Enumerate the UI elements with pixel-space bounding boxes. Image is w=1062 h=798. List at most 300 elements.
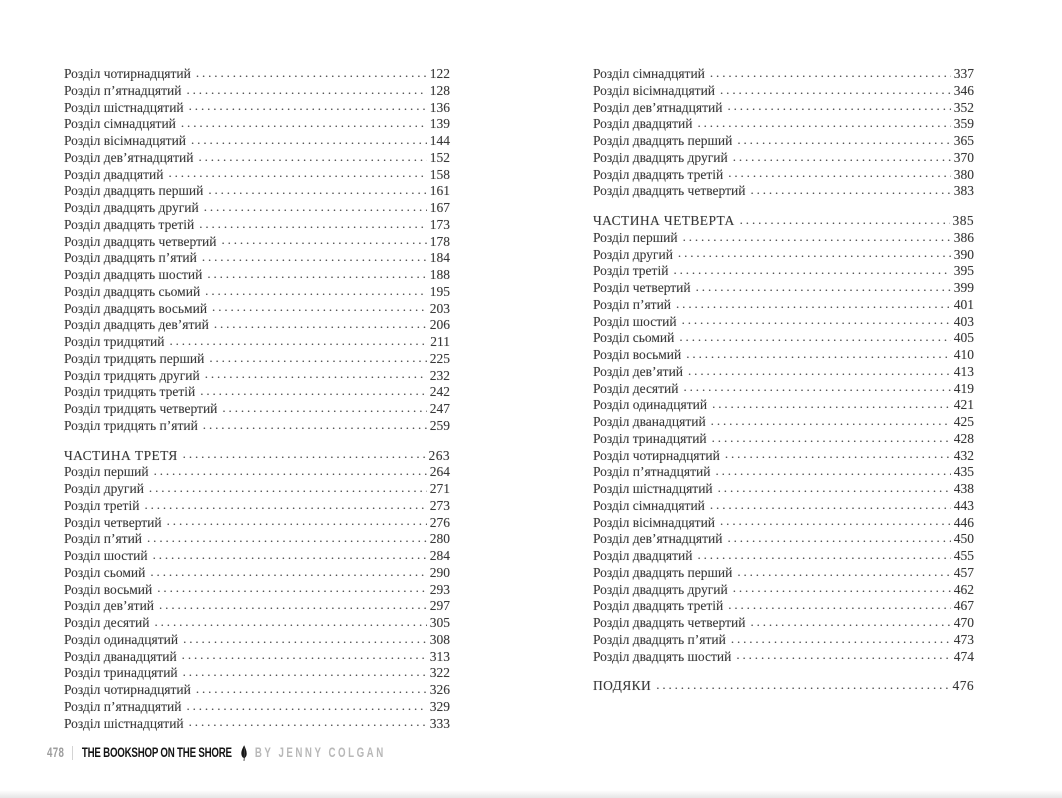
toc-entry-label: Розділ сьомий <box>593 330 675 346</box>
toc-entry-label: Розділ десятий <box>64 615 150 630</box>
toc-entry-page: 264 <box>429 464 450 480</box>
toc-entry-page: 329 <box>429 698 450 714</box>
toc-entry-label: Розділ дев’ятий <box>593 363 684 379</box>
toc-entry-page: 386 <box>953 229 974 245</box>
toc-entry-row <box>64 481 450 498</box>
toc-entry-row <box>64 150 450 167</box>
toc-entry-row <box>593 247 974 264</box>
toc-entry-page: 473 <box>953 631 974 647</box>
toc-entry-label: Розділ двадцять п’ятий <box>593 631 726 647</box>
toc-entry-label: Розділ двадцять другий <box>593 149 728 165</box>
dot-leader <box>221 234 426 251</box>
toc-entry-row <box>593 133 974 150</box>
toc-entry-label: Розділ перший <box>64 464 149 480</box>
toc-column-right <box>593 66 974 695</box>
toc-entry-row <box>64 284 450 301</box>
dot-leader <box>737 133 950 150</box>
dot-leader <box>673 263 950 280</box>
toc-entry-label: Розділ двадцять четвертий <box>593 615 746 630</box>
dot-leader <box>191 133 427 150</box>
toc-entry-row <box>64 200 450 217</box>
toc-entry-page: 383 <box>953 183 974 199</box>
toc-entry-label: Розділ тридцять другий <box>64 367 200 383</box>
dot-leader <box>204 200 427 217</box>
toc-entry-label: Розділ п’ятий <box>64 531 143 547</box>
toc-entry-label: Розділ четвертий <box>593 280 691 295</box>
dot-leader <box>202 250 427 267</box>
dot-leader <box>682 314 951 331</box>
toc-entry-row <box>64 267 450 284</box>
dot-leader <box>205 368 427 385</box>
dot-leader <box>199 217 427 234</box>
dot-leader <box>153 548 427 565</box>
toc-entry-row <box>64 384 450 401</box>
dot-leader <box>688 364 951 381</box>
toc-entry-row <box>593 347 974 364</box>
dot-leader <box>676 297 951 314</box>
page-footer <box>47 744 386 761</box>
dot-leader <box>728 598 951 615</box>
page-number: 478 <box>47 745 65 760</box>
toc-entry-page: 365 <box>953 133 974 148</box>
toc-entry-row <box>593 381 974 398</box>
toc-entry-label: Розділ двадцять шостий <box>64 267 203 282</box>
toc-entry-page: 435 <box>953 464 974 480</box>
dot-leader <box>733 582 951 599</box>
dot-leader <box>712 397 951 414</box>
toc-entry-page: 476 <box>952 678 974 694</box>
toc-entry-row <box>64 183 450 200</box>
toc-entry-row <box>593 116 974 133</box>
toc-entry-label: Розділ двадцять другий <box>593 581 728 597</box>
toc-entry-page: 467 <box>953 598 974 614</box>
dot-leader <box>196 66 427 83</box>
toc-entry-page: 259 <box>429 417 450 433</box>
dot-leader <box>181 116 427 133</box>
toc-entry-label: Розділ дев’ятнадцятий <box>593 99 723 115</box>
toc-entry-label: Розділ шістнадцятий <box>593 481 713 496</box>
toc-entry-label: Розділ шостий <box>64 548 148 563</box>
dot-leader <box>727 100 950 117</box>
toc-entry-page: 139 <box>429 116 450 132</box>
dot-leader <box>150 565 426 582</box>
toc-entry-page: 284 <box>429 548 450 563</box>
toc-entry-label: Розділ третій <box>593 263 669 279</box>
toc-entry-page: 337 <box>953 66 974 81</box>
dot-leader <box>697 548 950 565</box>
toc-entry-label: Розділ тринадцятий <box>593 430 707 446</box>
toc-entry-row <box>593 548 974 565</box>
toc-entry-row <box>593 431 974 448</box>
toc-entry-page: 188 <box>429 267 450 282</box>
toc-entry-row <box>64 133 450 150</box>
dot-leader <box>683 230 951 247</box>
dot-leader <box>149 481 427 498</box>
toc-entry-row <box>64 368 450 385</box>
toc-entry-label: Розділ дванадцятий <box>593 414 706 429</box>
toc-entry-row <box>64 565 450 582</box>
toc-entry-label: Розділ двадцять третій <box>64 216 195 232</box>
toc-entry-row <box>64 548 450 565</box>
toc-entry-label: Розділ сімнадцятий <box>593 66 705 81</box>
toc-entry-label: Розділ двадцять дев’ятий <box>64 317 209 333</box>
toc-entry-label: Розділ двадцять перший <box>593 133 733 148</box>
toc-entry-row <box>64 100 450 117</box>
toc-entry-label: Розділ дванадцятий <box>64 648 177 664</box>
toc-entry-page: 122 <box>429 66 450 81</box>
toc-entry-label: ПОДЯКИ <box>593 678 652 694</box>
dot-leader <box>208 183 426 200</box>
toc-entry-row <box>64 234 450 251</box>
toc-entry-page: 421 <box>953 397 974 413</box>
toc-entry-page: 263 <box>428 447 450 463</box>
toc-entry-label: Розділ двадцять восьмий <box>64 300 208 316</box>
dot-leader <box>720 83 951 100</box>
dot-leader <box>728 167 951 184</box>
toc-entry-label: Розділ десятий <box>593 380 679 396</box>
toc-entry-page: 457 <box>953 564 974 580</box>
toc-entry-label: Розділ одинадцятий <box>593 397 708 413</box>
toc-entry-page: 470 <box>953 615 974 630</box>
dot-leader <box>720 515 951 532</box>
dot-leader <box>750 615 950 632</box>
dot-leader <box>710 498 951 515</box>
toc-entry-label: Розділ чотирнадцятий <box>64 682 191 697</box>
dot-leader <box>147 531 427 548</box>
toc-entry-label: Розділ вісімнадцятий <box>593 514 716 530</box>
toc-entry-row <box>593 100 974 117</box>
dot-leader <box>183 448 426 465</box>
toc-entry-page: 313 <box>429 648 450 664</box>
toc-entry-label: Розділ двадцять четвертий <box>64 233 217 249</box>
toc-entry-label: Розділ двадцять четвертий <box>593 183 746 199</box>
toc-entry-label: Розділ двадцять перший <box>64 183 204 199</box>
toc-entry-page: 410 <box>953 347 974 362</box>
toc-column-left <box>64 66 450 732</box>
toc-entry-row <box>593 498 974 515</box>
toc-entry-label: Розділ вісімнадцятий <box>593 82 716 98</box>
toc-entry-page: 352 <box>953 99 974 115</box>
toc-entry-page: 450 <box>953 531 974 547</box>
toc-entry-page: 401 <box>953 296 974 312</box>
dot-leader <box>750 183 950 200</box>
toc-entry-page: 446 <box>953 514 974 530</box>
dot-leader <box>154 464 427 481</box>
toc-entry-label: Розділ дев’ятнадцятий <box>593 531 723 547</box>
dot-leader <box>155 615 427 632</box>
toc-entry-label: Розділ двадцять шостий <box>593 648 732 664</box>
toc-entry-page: 370 <box>953 149 974 165</box>
toc-entry-page: 273 <box>429 497 450 513</box>
toc-entry-row <box>64 464 450 481</box>
toc-entry-page: 232 <box>429 367 450 383</box>
dot-leader <box>200 384 427 401</box>
toc-entry-row <box>64 301 450 318</box>
dot-leader <box>712 431 951 448</box>
toc-entry-label: Розділ двадцять третій <box>593 598 724 614</box>
toc-entry-row <box>593 464 974 481</box>
dot-leader <box>168 167 426 184</box>
dot-leader <box>144 498 426 515</box>
toc-entry-row <box>64 665 450 682</box>
toc-entry-page: 333 <box>429 715 450 731</box>
dot-leader <box>222 401 426 418</box>
dot-leader <box>686 347 950 364</box>
toc-entry-page: 297 <box>429 598 450 614</box>
toc-entry-row <box>64 334 450 351</box>
toc-entry-page: 293 <box>429 581 450 597</box>
toc-entry-row <box>593 414 974 431</box>
dot-leader <box>725 448 951 465</box>
toc-entry-page: 455 <box>953 548 974 563</box>
dot-leader <box>183 632 427 649</box>
toc-entry-row <box>593 649 974 666</box>
dot-leader <box>684 381 951 398</box>
toc-entry-page: 432 <box>953 447 974 463</box>
dot-leader <box>198 150 426 167</box>
dot-leader <box>205 284 427 301</box>
toc-entry-page: 474 <box>953 648 974 664</box>
toc-entry-page: 276 <box>429 514 450 530</box>
toc-entry-page: 305 <box>429 615 450 630</box>
toc-entry-row <box>593 565 974 582</box>
toc-entry-label: ЧАСТИНА ЧЕТВЕРТА <box>593 213 735 228</box>
dot-leader <box>203 418 427 435</box>
toc-entry-label: Розділ тридцять четвертий <box>64 401 218 416</box>
toc-entry-label: Розділ другий <box>64 481 144 496</box>
toc-entry-page: 390 <box>953 246 974 262</box>
toc-entry-label: Розділ двадцять третій <box>593 166 724 182</box>
toc-entry-label: Розділ тридцять перший <box>64 350 205 366</box>
toc-section-row <box>64 448 450 465</box>
toc-entry-label: Розділ четвертий <box>64 514 162 530</box>
toc-entry-label: Розділ двадцятий <box>593 116 693 132</box>
toc-entry-page: 158 <box>429 166 450 182</box>
dot-leader <box>710 66 951 83</box>
toc-entry-row <box>593 66 974 83</box>
toc-entry-page: 136 <box>429 99 450 115</box>
toc-entry-page: 161 <box>429 183 450 199</box>
toc-entry-row <box>593 481 974 498</box>
toc-section-row <box>593 678 974 695</box>
toc-entry-page: 206 <box>429 317 450 333</box>
toc-entry-label: Розділ сімнадцятий <box>64 116 176 132</box>
toc-entry-row <box>64 167 450 184</box>
toc-entry-row <box>64 83 450 100</box>
toc-entry-row <box>64 632 450 649</box>
dot-leader <box>157 582 426 599</box>
toc-entry-page: 178 <box>429 233 450 249</box>
dot-leader <box>196 682 427 699</box>
toc-entry-label: ЧАСТИНА ТРЕТЯ <box>64 447 178 463</box>
toc-entry-page: 290 <box>429 564 450 580</box>
dot-leader <box>656 678 949 695</box>
toc-entry-label: Розділ п’ятнадцятий <box>64 82 182 98</box>
dot-leader <box>736 649 950 666</box>
dot-leader <box>186 699 426 716</box>
toc-entry-row <box>64 582 450 599</box>
dot-leader <box>189 716 427 733</box>
toc-entry-row <box>64 699 450 716</box>
toc-entry-page: 308 <box>429 631 450 647</box>
toc-entry-label: Розділ двадцять п’ятий <box>64 250 197 266</box>
toc-entry-row <box>593 230 974 247</box>
toc-entry-row <box>64 351 450 368</box>
toc-entry-page: 403 <box>953 313 974 329</box>
toc-entry-page: 247 <box>429 401 450 416</box>
dot-leader <box>727 531 950 548</box>
toc-entry-label: Розділ двадцятий <box>64 166 164 182</box>
leaf-icon <box>239 745 248 761</box>
toc-entry-row <box>593 314 974 331</box>
toc-entry-label: Розділ другий <box>593 246 673 262</box>
toc-entry-row <box>593 448 974 465</box>
toc-entry-row <box>64 649 450 666</box>
toc-entry-page: 128 <box>429 82 450 98</box>
toc-entry-row <box>593 183 974 200</box>
toc-entry-page: 380 <box>953 166 974 182</box>
toc-entry-page: 405 <box>953 330 974 346</box>
toc-entry-label: Розділ восьмий <box>593 347 682 362</box>
toc-entry-page: 211 <box>430 334 450 349</box>
dot-leader <box>212 301 427 318</box>
toc-entry-row <box>64 116 450 133</box>
toc-entry-row <box>64 250 450 267</box>
toc-entry-label: Розділ шостий <box>593 313 677 329</box>
dot-leader <box>186 83 426 100</box>
toc-entry-page: 326 <box>429 682 450 697</box>
toc-entry-row <box>64 217 450 234</box>
toc-entry-page: 271 <box>429 481 450 496</box>
toc-entry-label: Розділ вісімнадцятий <box>64 133 187 148</box>
toc-entry-label: Розділ п’ятнадцятий <box>593 464 711 480</box>
toc-entry-row <box>593 598 974 615</box>
dot-leader <box>679 330 950 347</box>
dot-leader <box>209 351 426 368</box>
toc-entry-label: Розділ сьомий <box>64 564 146 580</box>
toc-entry-label: Розділ дев’ятнадцятий <box>64 149 194 165</box>
toc-entry-page: 425 <box>953 414 974 429</box>
dot-leader <box>169 334 427 351</box>
toc-entry-page: 428 <box>953 430 974 446</box>
toc-entry-label: Розділ двадцятий <box>593 548 693 563</box>
toc-entry-row <box>64 66 450 83</box>
toc-entry-label: Розділ двадцять другий <box>64 200 199 215</box>
toc-entry-row <box>593 397 974 414</box>
toc-entry-row <box>64 598 450 615</box>
toc-entry-page: 462 <box>953 581 974 597</box>
toc-entry-row <box>64 418 450 435</box>
toc-entry-label: Розділ двадцять сьомий <box>64 283 201 299</box>
book-title: THE BOOKSHOP ON THE SHORE <box>81 745 232 760</box>
toc-entry-row <box>593 263 974 280</box>
toc-entry-row <box>64 515 450 532</box>
toc-entry-row <box>64 615 450 632</box>
toc-entry-page: 419 <box>953 380 974 396</box>
toc-entry-page: 443 <box>953 497 974 513</box>
toc-entry-label: Розділ тридцятий <box>64 334 165 349</box>
toc-entry-page: 280 <box>429 531 450 547</box>
footer-author: BY JENNY COLGAN <box>254 745 386 760</box>
dot-leader <box>678 247 951 264</box>
toc-entry-label: Розділ шістнадцятий <box>64 715 184 731</box>
toc-entry-row <box>593 280 974 297</box>
toc-entry-page: 399 <box>953 280 974 295</box>
toc-entry-label: Розділ тридцять третій <box>64 384 196 400</box>
toc-entry-label: Розділ шістнадцятий <box>64 99 184 115</box>
toc-entry-row <box>64 317 450 334</box>
toc-entry-page: 173 <box>429 216 450 232</box>
dot-leader <box>697 116 950 133</box>
toc-entry-page: 144 <box>429 133 450 148</box>
toc-entry-label: Розділ одинадцятий <box>64 631 179 647</box>
toc-entry-row <box>593 515 974 532</box>
dot-leader <box>733 150 951 167</box>
toc-entry-row <box>593 632 974 649</box>
toc-entry-row <box>593 330 974 347</box>
toc-entry-label: Розділ чотирнадцятий <box>593 447 720 463</box>
toc-section-row <box>593 213 974 230</box>
toc-entry-page: 152 <box>429 149 450 165</box>
toc-entry-row <box>64 401 450 418</box>
dot-leader <box>182 649 427 666</box>
toc-entry-row <box>64 682 450 699</box>
footer-divider <box>72 746 73 760</box>
toc-entry-page: 359 <box>953 116 974 132</box>
toc-entry-page: 322 <box>429 665 450 681</box>
toc-entry-page: 395 <box>953 263 974 279</box>
toc-entry-page: 346 <box>953 82 974 98</box>
dot-leader <box>696 280 951 297</box>
toc-entry-row <box>593 582 974 599</box>
toc-entry-label: Розділ дев’ятий <box>64 598 155 614</box>
toc-entry-page: 438 <box>953 481 974 496</box>
toc-entry-label: Розділ двадцять перший <box>593 564 733 580</box>
toc-entry-row <box>593 297 974 314</box>
toc-entry-label: Розділ п’ятнадцятий <box>64 698 182 714</box>
toc-entry-label: Розділ восьмий <box>64 581 153 597</box>
toc-entry-row <box>64 531 450 548</box>
dot-leader <box>740 213 950 230</box>
toc-entry-page: 225 <box>429 350 450 366</box>
toc-entry-label: Розділ сімнадцятий <box>593 497 705 513</box>
dot-leader <box>715 464 950 481</box>
toc-entry-label: Розділ чотирнадцятий <box>64 66 191 81</box>
toc-entry-page: 385 <box>952 213 974 228</box>
dot-leader <box>159 598 427 615</box>
toc-entry-row <box>593 531 974 548</box>
dot-leader <box>189 100 427 117</box>
dot-leader <box>731 632 951 649</box>
dot-leader <box>718 481 951 498</box>
toc-entry-page: 203 <box>429 300 450 316</box>
toc-entry-label: Розділ тридцять п’ятий <box>64 417 198 433</box>
dot-leader <box>737 565 950 582</box>
dot-leader <box>207 267 426 284</box>
toc-entry-row <box>593 615 974 632</box>
toc-entry-row <box>593 364 974 381</box>
toc-entry-row <box>593 83 974 100</box>
toc-entry-row <box>593 150 974 167</box>
toc-entry-label: Розділ перший <box>593 229 678 245</box>
dot-leader <box>167 515 427 532</box>
toc-entry-row <box>64 716 450 733</box>
toc-entry-page: 413 <box>953 363 974 379</box>
toc-entry-label: Розділ третій <box>64 497 140 513</box>
toc-entry-page: 195 <box>429 283 450 299</box>
dot-leader <box>711 414 951 431</box>
toc-entry-label: Розділ п’ятий <box>593 296 672 312</box>
